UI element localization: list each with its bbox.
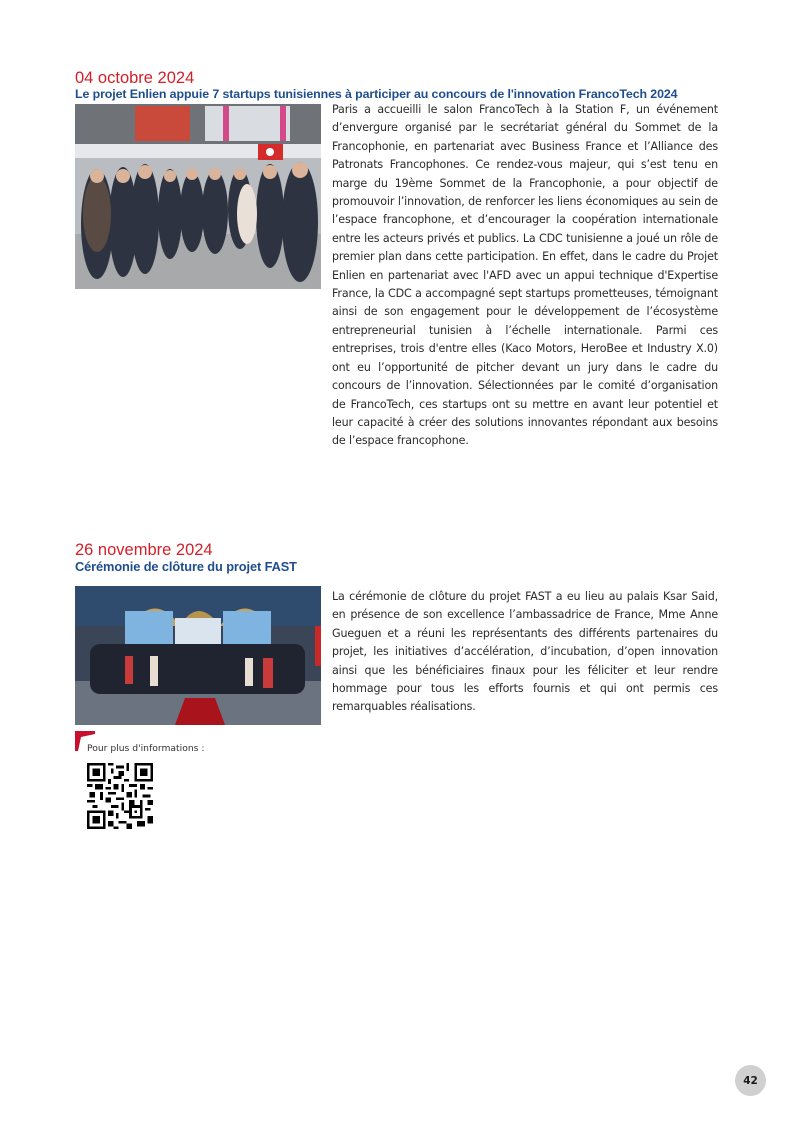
qr-code-icon[interactable]: [87, 763, 153, 829]
article-date: 26 novembre 2024: [75, 541, 213, 559]
more-info-label: Pour plus d'informations :: [87, 743, 205, 754]
article-headline: Le projet Enlien appuie 7 startups tunisiennes à participer au concours de l'innovation FrancoTech 2024: [75, 87, 678, 101]
article-headline: Cérémonie de clôture du projet FAST: [75, 559, 297, 574]
article-fast-closing: [75, 541, 720, 714]
francotech-group-photo: [75, 104, 321, 289]
article-body: La cérémonie de clôture du projet FAST a eu lieu au palais Ksar Said, en présence de son excellence l’ambassadrice de France, Mme Anne Gueguen et a réuni les représentants des différents partenaires du projet, les initiatives d’accélération, d’incubation, d’open innovation ainsi que les bénéficiaires finaux pour les féliciter et leur rendre hommage pour tous les efforts fournis et qui ont permis ces remarquables réalisations.: [332, 590, 718, 714]
article-francotech: [75, 69, 720, 448]
fast-ceremony-group-photo: [75, 586, 321, 725]
article-body: Paris a accueilli le salon FrancoTech à la Station F, un événement d’envergure organisé par le secrétariat général du Sommet de la Francophonie, en partenariat avec Business France et l’Alliance des Patronats Francophones. Ce rendez-vous majeur, qui s’est tenu en marge du 19ème Sommet de la Francophonie, a pour objectif de promouvoir l’innovation, de renforcer les liens économiques au sein de l’espace francophone, et d’encourager la coopération internationale entre les acteurs privés et publics. La CDC tunisienne a joué un rôle de premier plan dans cette participation. En effet, dans le cadre du Projet Enlien en partenariat avec l'AFD avec un appui technique d'Expertise France, la CDC a accompagné sept startups prometteuses, témoignant ainsi de son engagement pour le développement de l’écosystème entrepreneurial tunisien à l’échelle internationale. Parmi ces entreprises, trois d'entre elles (Kaco Motors, HeroBee et Industry X.0) ont eu l’opportunité de pitcher devant un jury dans le cadre du concours de l’innovation. Sélectionnées par le comité d’organisation de FrancoTech, ces startups ont su mettre en avant leur potentiel et leur capacité à créer des solutions innovantes répondant aux besoins de l’espace francophone.: [332, 103, 718, 448]
page-number: 42: [735, 1065, 766, 1096]
article-date: 04 octobre 2024: [75, 69, 195, 87]
